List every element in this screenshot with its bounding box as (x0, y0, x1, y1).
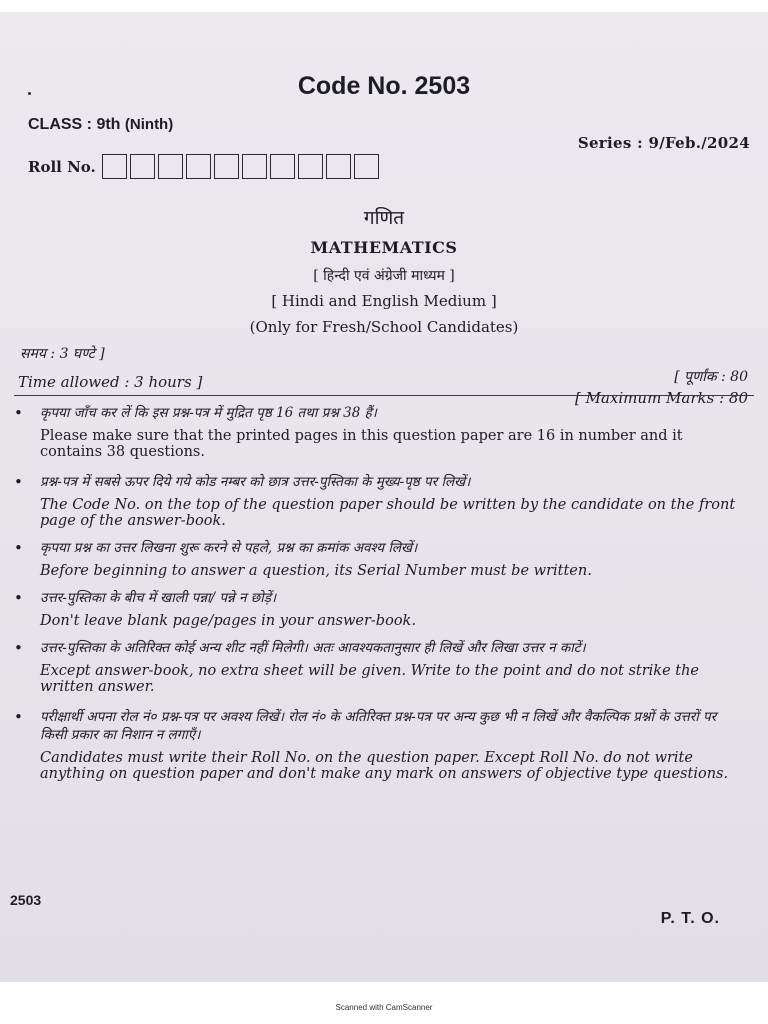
maximum-marks: [ Maximum Marks : 80 (575, 389, 748, 407)
class-value: CLASS : 9th (28, 116, 121, 133)
instruction-hindi: उत्तर-पुस्तिका के बीच में खाली पन्ना/ पन्ने न छोड़ें। (40, 590, 277, 606)
class-paren: (Ninth) (124, 116, 174, 133)
roll-number-box[interactable] (102, 154, 127, 179)
instruction-hindi: उत्तर-पुस्तिका के अतिरिक्त कोई अन्य शीट नहीं मिलेगी। अतः आवश्यकतानुसार ही लिखें और लिखा उत्तर न काटें। (40, 640, 586, 656)
instructions-list (14, 404, 746, 782)
roll-number-field (28, 154, 382, 179)
bullet-icon: • (14, 473, 23, 491)
instruction-english: Except answer-book, no extra sheet will be given. Write to the point and do not strike the written answer. (40, 663, 699, 695)
roll-number-box[interactable] (270, 154, 295, 179)
roll-number-boxes (102, 154, 382, 179)
roll-number-label: Roll No. (28, 157, 96, 176)
bullet-icon: • (14, 708, 23, 726)
pto-label: P. T. O. (660, 910, 720, 927)
instruction-item (14, 639, 746, 695)
medium-hindi: [ हिन्दी एवं अंग्रेजी माध्यम ] (313, 268, 455, 284)
roll-number-box[interactable] (326, 154, 351, 179)
roll-number-box[interactable] (186, 154, 211, 179)
roll-number-box[interactable] (214, 154, 239, 179)
subject-hindi-title: गणित (363, 207, 405, 229)
roll-number-box[interactable] (354, 154, 379, 179)
instruction-hindi: प्रश्न-पत्र में सबसे ऊपर दिये गये कोड नम्बर को छात्र उत्तर-पुस्तिका के मुख्य-पृष्ठ पर लिखें। (40, 474, 471, 490)
instruction-item (14, 473, 746, 529)
instruction-english: Don't leave blank page/pages in your answer-book. (40, 613, 416, 629)
subject-english-title: MATHEMATICS (310, 238, 458, 257)
max-marks-hindi: [ पूर्णांक : 80 (674, 369, 748, 385)
instruction-item (14, 404, 746, 460)
bullet-icon: • (14, 639, 23, 657)
time-allowed: Time allowed : 3 hours ] (18, 373, 203, 391)
code-number: Code No. 2503 (297, 72, 471, 100)
instruction-english: Please make sure that the printed pages in this question paper are 16 in number and it contains 38 questions. (40, 428, 683, 460)
bullet-icon: • (14, 404, 23, 422)
question-paper-page (0, 12, 768, 982)
instruction-hindi: परीक्षार्थी अपना रोल नं० प्रश्न-पत्र पर अवश्य लिखें। रोल नं० के अतिरिक्त प्रश्न-पत्र पर अन्य कुछ भी न लिखें और वैकल्पिक प्रश्नों के उत्तरों पर किसी प्रकार का निशान न लगाएँ। (40, 709, 717, 743)
time-hindi: समय : 3 घण्टे ] (20, 346, 105, 362)
instruction-english: The Code No. on the top of the question paper should be written by the candidate on the front page of the answer-book. (40, 497, 736, 529)
medium-english: [ Hindi and English Medium ] (271, 292, 497, 310)
instruction-english: Candidates must write their Roll No. on the question paper. Except Roll No. do not write anything on question paper and don't make any mark on answers of objective type questions. (40, 750, 729, 782)
page-code: 2503 (10, 892, 42, 908)
roll-number-box[interactable] (130, 154, 155, 179)
instruction-english: Before beginning to answer a question, its Serial Number must be written. (40, 563, 592, 579)
instruction-hindi: कृपया जाँच कर लें कि इस प्रश्न-पत्र में मुद्रित पृष्ठ 16 तथा प्रश्न 38 हैं। (40, 405, 377, 421)
series-label: Series : 9/Feb./2024 (577, 134, 750, 152)
instruction-item (14, 539, 746, 579)
instruction-item (14, 589, 746, 629)
class-label (28, 116, 173, 134)
header-divider (14, 395, 754, 396)
candidate-type: (Only for Fresh/School Candidates) (249, 318, 519, 336)
roll-number-box[interactable] (298, 154, 323, 179)
roll-number-box[interactable] (158, 154, 183, 179)
scanner-watermark: Scanned with CamScanner (335, 1003, 433, 1012)
bullet-icon: • (14, 589, 23, 607)
roll-number-box[interactable] (242, 154, 267, 179)
bullet-icon: • (14, 539, 23, 557)
instruction-item (14, 708, 746, 782)
instruction-hindi: कृपया प्रश्न का उत्तर लिखना शुरू करने से पहले, प्रश्न का क्रमांक अवश्य लिखें। (40, 540, 418, 556)
